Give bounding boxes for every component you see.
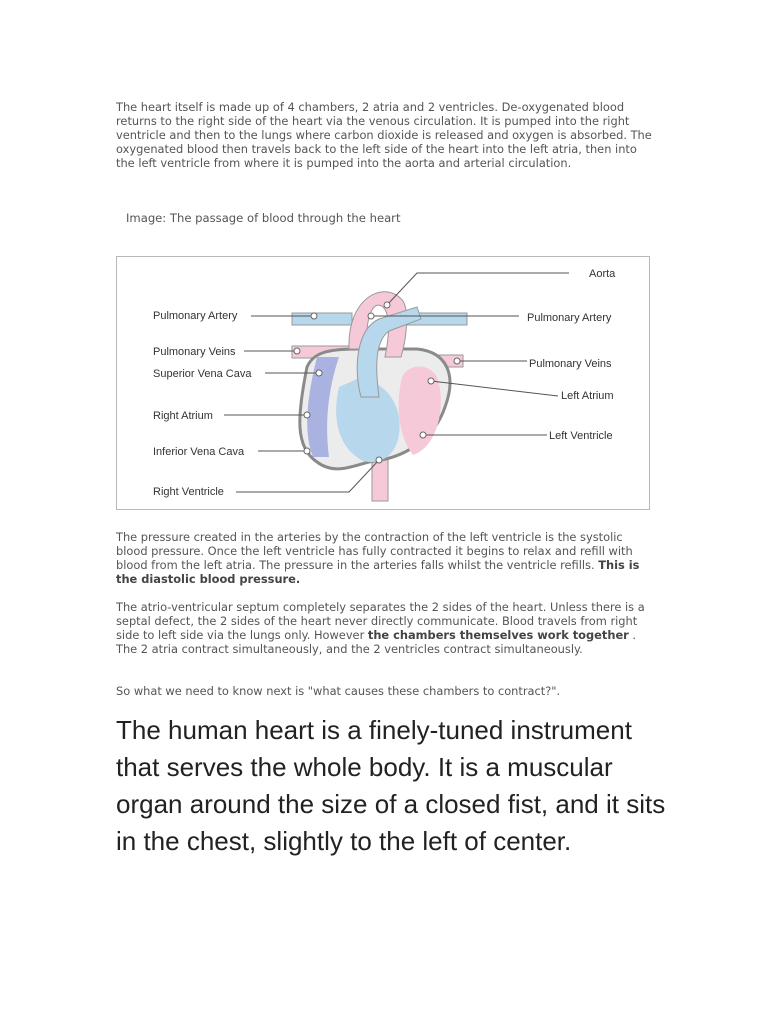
pulmonary-artery-left-vessel — [292, 313, 352, 325]
intro-paragraph: The heart itself is made up of 4 chambers, 2 atria and 2 ventricles. De-oxygenated blood returns to the right side of the heart via the venous circulation. It is pumped into the right ventricle and then to the lungs where carbon dioxide is released and oxygen is absorbed. The oxygenated blood then travels back to the left side of the heart into the left atria, then into the left ventricle from where it is pumped into the aorta and arterial circulation. — [116, 100, 652, 170]
label-pulmonary-artery-left: Pulmonary Artery — [153, 310, 238, 322]
septum-paragraph — [116, 600, 656, 656]
septum-bold-text: the chambers themselves work together — [367, 628, 629, 642]
septum-text-a: The atrio-ventricular septum completely separates the 2 sides of the heart. Unless there is a septal defect, the 2 sides of the heart never directly communicate. Blood travels from right side to left side via the lungs only. However — [116, 600, 645, 642]
label-superior-vena-cava: Superior Vena Cava — [153, 368, 252, 380]
question-paragraph: So what we need to know next is "what causes these chambers to contract?". — [116, 684, 561, 698]
label-left-atrium: Left Atrium — [561, 390, 614, 402]
heart-diagram — [116, 256, 650, 510]
septum-text-b: . The 2 atria contract simultaneously, and the 2 ventricles contract simultaneously. — [116, 628, 637, 656]
summary-paragraph: The human heart is a finely-tuned instrument that serves the whole body. It is a muscular organ around the size of a closed fist, and it sits in the chest, slightly to the left of center. — [116, 715, 666, 856]
heart-illustration — [117, 257, 651, 511]
systolic-bold-text: This is the diastolic blood pressure. — [116, 558, 640, 586]
label-inferior-vena-cava: Inferior Vena Cava — [153, 446, 245, 458]
label-left-ventricle: Left Ventricle — [549, 430, 613, 442]
label-pulmonary-artery-right: Pulmonary Artery — [527, 312, 612, 324]
systolic-paragraph — [116, 530, 656, 586]
label-pulmonary-veins-right: Pulmonary Veins — [529, 358, 612, 370]
label-pulmonary-veins-left: Pulmonary Veins — [153, 346, 236, 358]
label-aorta: Aorta — [589, 268, 616, 280]
label-right-atrium: Right Atrium — [153, 410, 213, 422]
figure-caption: Image: The passage of blood through the heart — [126, 211, 401, 225]
label-right-ventricle: Right Ventricle — [153, 486, 224, 498]
systolic-text: The pressure created in the arteries by the contraction of the left ventricle is the systolic blood pressure. Once the left ventricle has fully contracted it begins to relax and refill with blood from the left atria. The pressure in the arteries falls whilst the ventricle refills. — [116, 530, 633, 572]
